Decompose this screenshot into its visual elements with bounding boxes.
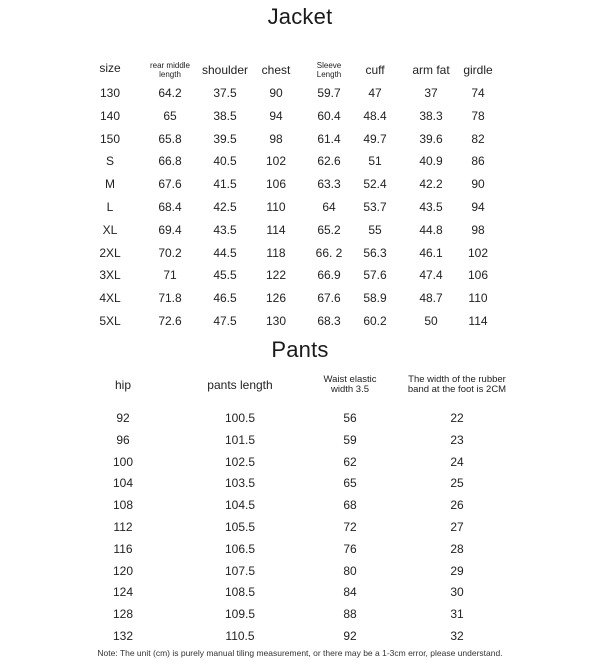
jacket-table-cell: 43.5: [419, 200, 443, 214]
pants-table-cell: 102.5: [224, 454, 256, 469]
pants-title: Pants: [271, 337, 329, 362]
pants-table-cell: 29: [450, 563, 464, 578]
jacket-table-cell: 78: [471, 108, 485, 123]
jacket-table-cell: 48.7: [419, 291, 443, 306]
jacket-table-cell: 40.9: [419, 154, 443, 169]
jacket-table-row: [0, 310, 600, 332]
jacket-table-cell: 71.8: [158, 291, 182, 306]
jacket-table-cell: 114: [468, 314, 488, 328]
jacket-table-cell: 140: [99, 108, 121, 123]
pants-table-cell: 26: [450, 498, 464, 513]
jacket-table-row: [0, 173, 600, 195]
pants-table-cell: 100.5: [224, 411, 256, 425]
jacket-table-cell: 110: [468, 291, 488, 306]
pants-table-row: [0, 538, 600, 560]
pants-table-cell: 100: [112, 454, 134, 469]
jacket-table-cell: 42.5: [213, 200, 237, 214]
pants-table-row: [0, 472, 600, 494]
jacket-table-cell: 38.5: [213, 108, 237, 123]
jacket-table-row: [0, 196, 600, 218]
jacket-table-cell: 60.2: [363, 314, 387, 328]
pants-table-cell: 108: [112, 498, 134, 513]
jacket-header-cell: size: [99, 61, 121, 75]
pants-header-cell: hip: [114, 378, 131, 392]
jacket-header-cell: girdle: [463, 63, 493, 77]
jacket-table-cell: 37.5: [213, 86, 237, 100]
jacket-table-cell: 52.4: [363, 177, 387, 192]
jacket-header-cell: rear middle length: [149, 61, 190, 79]
jacket-table-cell: 60.4: [317, 108, 341, 123]
jacket-table-cell: 66. 2: [315, 245, 343, 260]
jacket-table-cell: 69.4: [158, 222, 182, 237]
jacket-header-cell: shoulder: [201, 63, 249, 77]
pants-table-cell: 103.5: [224, 476, 256, 491]
jacket-table-cell: 61.4: [317, 131, 341, 146]
jacket-table-cell: 118: [266, 245, 286, 260]
jacket-table-cell: 38.3: [419, 108, 443, 123]
jacket-table-cell: 86: [471, 154, 485, 169]
jacket-table-cell: 71: [163, 268, 177, 283]
jacket-table-cell: 66.9: [317, 268, 341, 283]
jacket-header-cell: cuff: [365, 63, 385, 77]
jacket-table-cell: 43.5: [213, 222, 237, 237]
jacket-table-cell: 70.2: [158, 245, 182, 260]
jacket-table-cell: 49.7: [363, 131, 387, 146]
pants-table-row: [0, 429, 600, 451]
jacket-table-row: [0, 105, 600, 127]
jacket-table-cell: 40.5: [213, 154, 237, 169]
jacket-table-cell: 72.6: [158, 314, 182, 328]
pants-table-cell: 28: [450, 541, 464, 556]
measurement-note: Note: The unit (cm) is purely manual tiling measurement, or there may be a 1-3cm error, please understand.: [97, 648, 503, 658]
jacket-table-cell: 59.7: [317, 86, 341, 100]
jacket-table-cell: 64: [322, 200, 336, 214]
jacket-table-cell: 68.3: [317, 314, 341, 328]
jacket-table-cell: 44.5: [213, 245, 237, 260]
pants-table-row: [0, 451, 600, 473]
jacket-header-cell: Sleeve Length: [316, 61, 342, 79]
pants-table-cell: 109.5: [224, 607, 256, 622]
jacket-table-cell: 94: [471, 200, 485, 214]
jacket-table-cell: 150: [99, 131, 121, 146]
pants-table-cell: 107.5: [224, 563, 256, 578]
jacket-table-cell: 126: [265, 291, 287, 306]
pants-table-row: [0, 603, 600, 625]
pants-table-cell: 84: [343, 585, 357, 600]
jacket-table-row: [0, 150, 600, 172]
pants-table-cell: 124: [112, 585, 134, 600]
jacket-table-cell: 90: [269, 86, 283, 100]
jacket-table-cell: 66.8: [158, 154, 182, 169]
jacket-table-cell: 106: [467, 268, 489, 283]
jacket-table-cell: 51: [368, 154, 382, 169]
jacket-title: Jacket: [267, 4, 333, 29]
jacket-table-cell: 57.6: [363, 268, 387, 283]
pants-table-cell: 120: [112, 563, 134, 578]
jacket-table-cell: 94: [269, 108, 283, 123]
pants-table-cell: 80: [343, 563, 357, 578]
jacket-table-cell: L: [106, 200, 114, 214]
pants-table-cell: 68: [343, 498, 357, 513]
pants-table-cell: 112: [113, 520, 133, 534]
pants-table-cell: 25: [450, 476, 464, 491]
jacket-table-cell: 39.5: [213, 131, 237, 146]
pants-table-cell: 76: [343, 541, 357, 556]
pants-table-cell: 62: [343, 454, 357, 469]
jacket-table-cell: 102: [265, 154, 287, 169]
jacket-table-cell: 65.8: [158, 131, 182, 146]
jacket-table-cell: 114: [266, 222, 286, 237]
jacket-table-cell: 42.2: [419, 177, 443, 192]
pants-table-cell: 65: [343, 476, 357, 491]
pants-table-row: [0, 516, 600, 538]
jacket-table-cell: 106: [265, 177, 287, 192]
jacket-table-cell: 63.3: [317, 177, 341, 192]
jacket-table-cell: S: [105, 154, 114, 169]
pants-header-cell: The width of the rubber band at the foot is 2CM: [407, 374, 507, 395]
jacket-table-cell: 53.7: [363, 200, 387, 214]
jacket-table-cell: 65: [163, 108, 177, 123]
jacket-table-cell: 67.6: [317, 291, 341, 306]
pants-table-row: [0, 581, 600, 603]
jacket-table-cell: 62.6: [317, 154, 341, 169]
pants-table-cell: 132: [112, 629, 134, 643]
pants-table-cell: 30: [450, 585, 464, 600]
pants-table-cell: 72: [343, 520, 357, 534]
pants-table-cell: 92: [343, 629, 357, 643]
jacket-table-cell: 130: [99, 86, 121, 100]
jacket-table-cell: 98: [269, 131, 283, 146]
jacket-table-cell: 110: [266, 200, 286, 214]
pants-table-cell: 128: [112, 607, 134, 622]
pants-header-cell: Waist elastic width 3.5: [323, 374, 377, 395]
pants-table-row: [0, 494, 600, 516]
jacket-table-row: [0, 264, 600, 286]
jacket-table-row: [0, 82, 600, 104]
jacket-header-cell: chest: [261, 63, 291, 77]
pants-table-cell: 96: [116, 432, 130, 447]
jacket-table-cell: 68.4: [158, 200, 182, 214]
jacket-table-cell: 48.4: [363, 108, 387, 123]
jacket-table-cell: 2XL: [99, 245, 121, 260]
pants-table-cell: 88: [343, 607, 357, 622]
jacket-table-cell: 55: [368, 222, 382, 237]
jacket-table-row: [0, 128, 600, 150]
jacket-table-cell: 67.6: [158, 177, 182, 192]
pants-table-cell: 31: [450, 607, 464, 622]
pants-table-cell: 59: [343, 432, 357, 447]
pants-table-cell: 56: [343, 411, 357, 425]
jacket-table-cell: 45.5: [213, 268, 237, 283]
pants-table-cell: 23: [450, 432, 464, 447]
jacket-table-row: [0, 242, 600, 264]
pants-table-cell: 104.5: [224, 498, 256, 513]
pants-table-cell: 101.5: [224, 432, 256, 447]
jacket-table-cell: 46.1: [419, 245, 443, 260]
jacket-table-cell: 58.9: [363, 291, 387, 306]
jacket-table-cell: 130: [265, 314, 287, 328]
jacket-table-cell: 39.6: [419, 131, 443, 146]
pants-table-cell: 104: [112, 476, 134, 491]
pants-table-row: [0, 560, 600, 582]
pants-table-cell: 116: [113, 541, 133, 556]
pants-table-cell: 32: [450, 629, 464, 643]
pants-table-cell: 106.5: [224, 541, 256, 556]
pants-table-cell: 108.5: [224, 585, 256, 600]
jacket-table-cell: 44.8: [419, 222, 443, 237]
jacket-table-cell: 47.5: [213, 314, 237, 328]
pants-table-cell: 24: [450, 454, 464, 469]
jacket-table-cell: 50: [424, 314, 438, 328]
jacket-table-cell: 65.2: [317, 222, 341, 237]
jacket-table-cell: 4XL: [99, 291, 121, 306]
jacket-table-cell: 64.2: [158, 86, 182, 100]
jacket-header-cell: arm fat: [412, 63, 450, 77]
jacket-table-row: [0, 219, 600, 241]
jacket-table-row: [0, 287, 600, 309]
jacket-table-cell: 3XL: [99, 268, 121, 283]
jacket-table-cell: 47: [368, 86, 382, 100]
pants-table-row: [0, 625, 600, 647]
pants-table-row: [0, 407, 600, 429]
jacket-table-cell: 102: [467, 245, 489, 260]
jacket-table-cell: 47.4: [419, 268, 443, 283]
pants-table-cell: 110.5: [225, 629, 255, 643]
pants-table-cell: 27: [450, 520, 464, 534]
pants-table-cell: 22: [450, 411, 464, 425]
jacket-table-cell: 5XL: [99, 314, 121, 328]
jacket-table-cell: 41.5: [213, 177, 237, 192]
jacket-table-cell: M: [105, 177, 115, 192]
jacket-table-cell: 122: [265, 268, 287, 283]
pants-header-cell: pants length: [207, 378, 273, 392]
jacket-table-cell: 90: [471, 177, 485, 192]
jacket-table-cell: 46.5: [213, 291, 237, 306]
jacket-table-cell: 37: [424, 86, 438, 100]
jacket-table-cell: XL: [102, 222, 118, 237]
pants-table-cell: 105.5: [224, 520, 256, 534]
jacket-table-cell: 74: [471, 86, 485, 100]
pants-table-cell: 92: [116, 411, 130, 425]
jacket-table-cell: 56.3: [363, 245, 387, 260]
jacket-table-cell: 98: [471, 222, 485, 237]
jacket-table-cell: 82: [471, 131, 485, 146]
